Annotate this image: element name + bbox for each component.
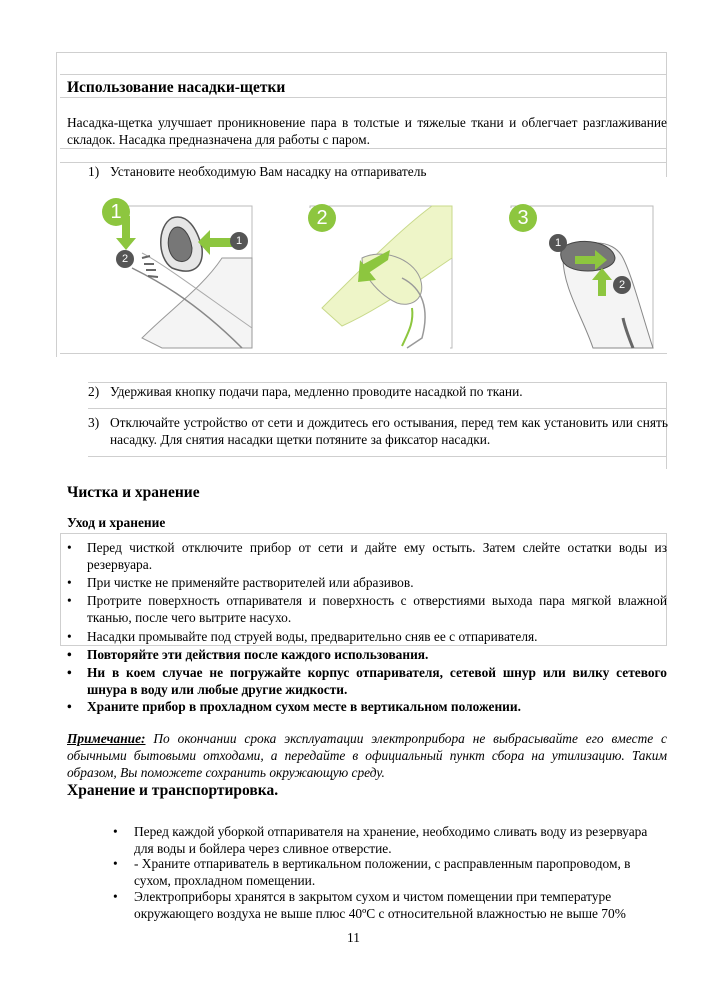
page-number: 11 (347, 930, 360, 945)
note-text: По окончании срока эксплуатации электроприбора не выбрасывайте его вместе с обычными бытовыми отходами, а передайте в официальный пункт сбора на утилизацию. Таким образом, Вы поможете сохранить окружающую среду. (67, 731, 667, 780)
guide-line (60, 148, 667, 149)
subheading-care: Уход и хранение (67, 515, 166, 530)
step-badge: 1 (102, 198, 130, 226)
arrow-label: 1 (230, 232, 248, 250)
guide-line (56, 52, 667, 53)
list-item: • - Храните отпариватель в вертикальном положении, с расправленным паропроводом, в сухом, прохладном помещении. (113, 856, 631, 888)
figure-attach-brush (102, 198, 262, 358)
list-item: • Перед каждой уборкой отпаривателя на хранение, необходимо сливать воду из резервуара для воды и бойлера через сливное отверстие. (113, 824, 648, 856)
step-2: 2) Удерживая кнопку подачи пара, медленно проводите насадкой по ткани. (88, 384, 523, 399)
list-item-bold: • Ни в коем случае не погружайте корпус отпаривателя, сетевой шнур или вилку сетевого шнура в воду или любые другие жидкости. (67, 665, 667, 697)
note-label: Примечание: (67, 731, 146, 746)
list-item-bold: • Храните прибор в прохладном сухом месте в вертикальном положении. (67, 699, 521, 714)
guide-line (60, 533, 667, 534)
list-item: • Электроприборы хранятся в закрытом сухом и чистом помещении при температуре окружающего воздуха не выше плюс 40ºС с относительной влажностью не выше 70% (113, 889, 626, 921)
list-item: • Перед чисткой отключите прибор от сети и дайте ему остыть. Затем слейте остатки воды из резервуара. (67, 540, 667, 572)
arrow-label: 1 (549, 234, 567, 252)
section-heading-cleaning: Чистка и хранение (67, 484, 200, 501)
list-item: • Насадки промывайте под струей воды, предварительно сняв ее с отпаривателя. (67, 629, 538, 644)
steamer-brush-attach-illustration (102, 198, 262, 358)
section-heading-storage: Хранение и транспортировка. (67, 782, 279, 799)
section-heading-brush: Использование насадки-щетки (67, 79, 286, 96)
guide-line (88, 408, 667, 409)
guide-line (60, 97, 667, 98)
guide-line (60, 533, 61, 645)
step-badge: 2 (308, 204, 336, 232)
figure-use-brush (302, 198, 462, 358)
guide-line (88, 456, 667, 457)
step-1: 1) Установите необходимую Вам насадку на отпариватель (88, 164, 427, 179)
step-3: 3) Отключайте устройство от сети и дождитесь его остывания, перед тем как установить или снять насадку. Для снятия насадки щетки потяните за фиксатор насадки. (88, 415, 668, 447)
figure-remove-brush (503, 198, 663, 358)
list-item-bold: • Повторяйте эти действия после каждого использования. (67, 647, 429, 662)
brush-intro: Насадка-щетка улучшает проникновение пара в толстые и тяжелые ткани и облегчает разглаживание складок. Насадка предназначена для работы с паром. (67, 115, 667, 147)
disposal-note (67, 730, 667, 781)
list-item: • Протрите поверхность отпаривателя и поверхность с отверстиями выхода пара мягкой влажной тканью, после чего вытрите насухо. (67, 593, 667, 625)
arrow-label: 2 (116, 250, 134, 268)
list-item: • При чистке не применяйте растворителей или абразивов. (67, 575, 414, 590)
guide-line (56, 52, 57, 357)
arrow-label: 2 (613, 276, 631, 294)
guide-line (60, 74, 667, 75)
step-badge: 3 (509, 204, 537, 232)
